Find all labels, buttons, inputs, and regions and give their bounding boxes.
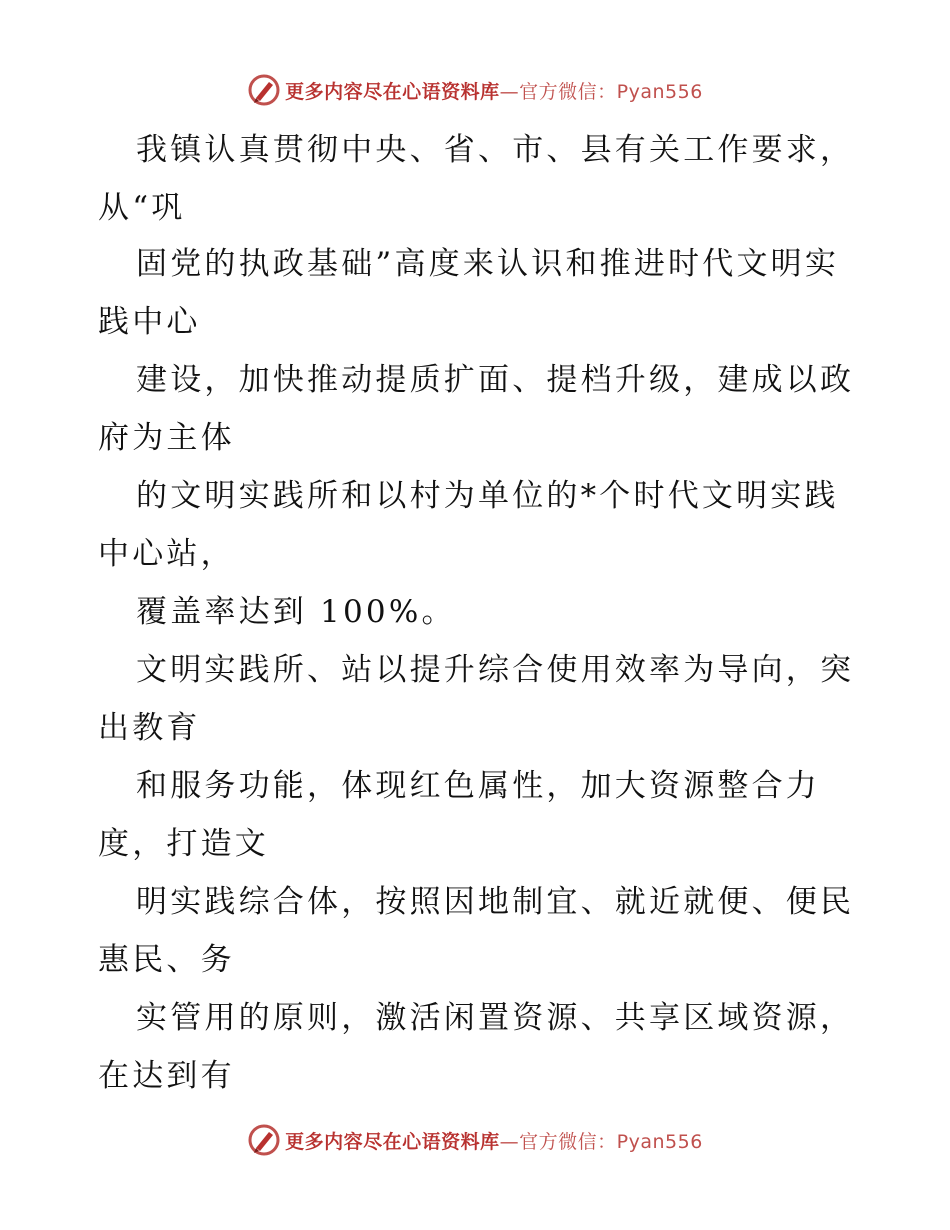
text-line: 文明实践所、站以提升综合使用效率为导向，突: [136, 652, 855, 688]
text-line: 践中心: [98, 304, 201, 340]
footer-banner-main: 更多内容尽在心语资料库: [285, 1130, 500, 1153]
text-line: 建设，加快推动提质扩面、提档升级，建成以政: [136, 362, 855, 398]
text-line: 我镇认真贯彻中央、省、市、县有关工作要求，: [136, 132, 855, 168]
text-line: 实管用的原则，激活闲置资源、共享区域资源，: [136, 1000, 855, 1036]
header-banner: [0, 70, 950, 110]
header-banner-tail: —官方微信：Pyan556: [499, 80, 703, 103]
text-line: 府为主体: [98, 420, 235, 456]
pen-logo-icon: [247, 73, 281, 107]
text-line: 和服务功能，体现红色属性，加大资源整合力: [136, 768, 820, 804]
text-line: 明实践综合体，按照因地制宜、就近就便、便民: [136, 884, 855, 920]
text-line: 出教育: [98, 710, 201, 746]
footer-banner-tail: —官方微信：Pyan556: [499, 1130, 703, 1153]
pen-logo-icon: [247, 1123, 281, 1157]
text-line: 在达到有: [98, 1058, 235, 1094]
text-line: 度，打造文: [98, 826, 269, 862]
text-line: 覆盖率达到 100%。: [136, 594, 456, 630]
text-line: 惠民、务: [98, 942, 235, 978]
text-line: 中心站，: [98, 536, 235, 572]
text-line: 固党的执政基础”高度来认识和推进时代文明实: [136, 246, 840, 282]
text-line: 的文明实践所和以村为单位的*个时代文明实践: [136, 478, 839, 514]
text-line: 从“巩: [98, 190, 186, 226]
header-banner-main: 更多内容尽在心语资料库: [285, 80, 500, 103]
footer-banner: [0, 1120, 950, 1160]
